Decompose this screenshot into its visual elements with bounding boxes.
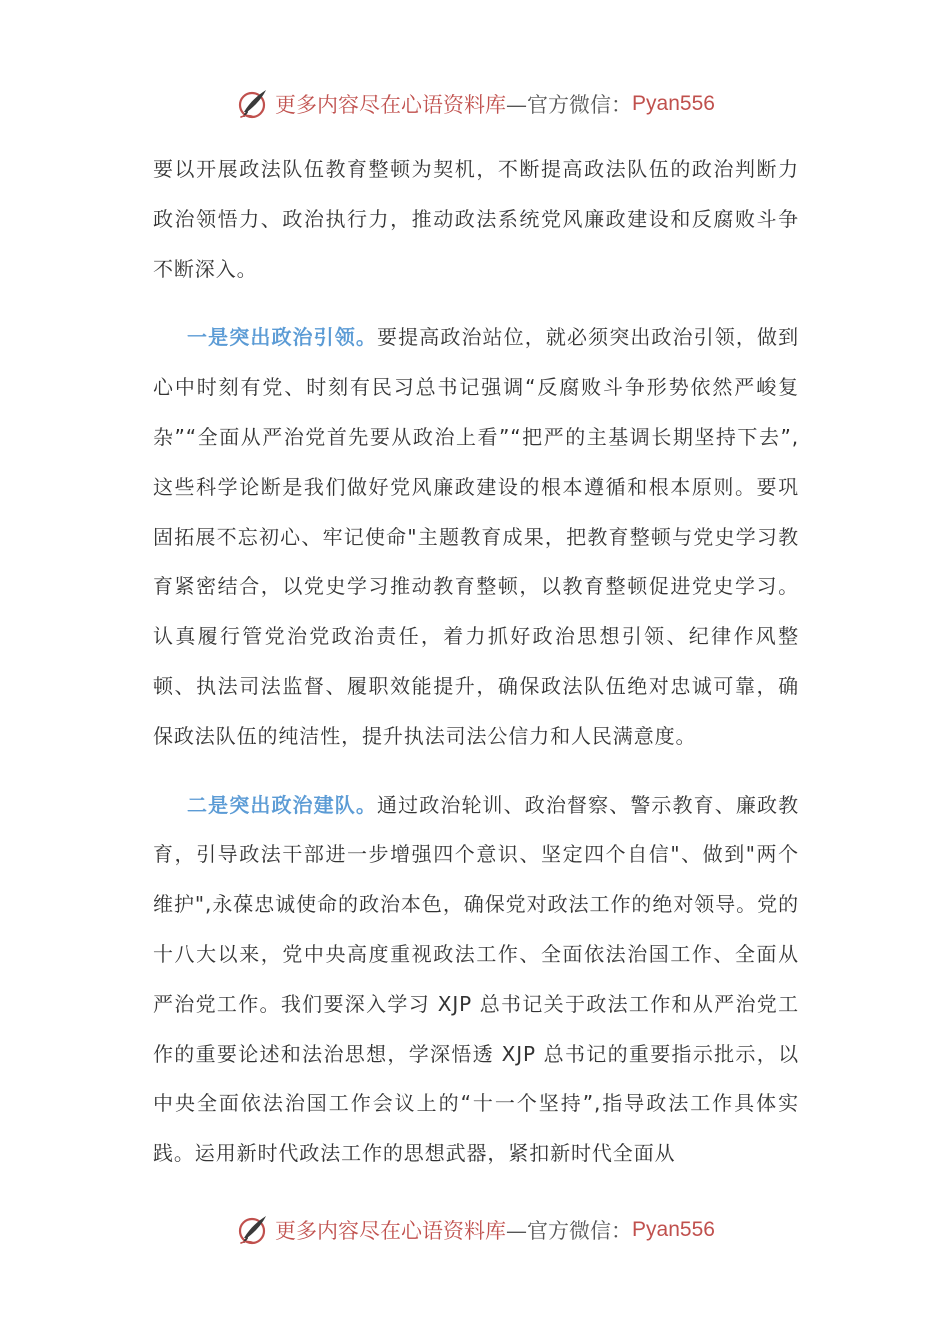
quill-pen-emblem-icon: [235, 86, 271, 122]
banner-wechat-id: Pyan556: [632, 92, 715, 115]
paragraph-gap: [153, 762, 799, 781]
quill-pen-emblem-icon: [235, 1212, 271, 1248]
paragraph-gap: [153, 294, 799, 313]
section-one-paragraph: [153, 313, 799, 761]
footer-banner: [0, 1210, 950, 1250]
header-banner: [0, 84, 950, 124]
section-one-heading: 一是突出政治引领。: [187, 325, 377, 350]
section-two-text: 通过政治轮训、政治督察、警示教育、廉政教育，引导政法干部进一步增强四个意识、坚定四个自信"、做到"两个维护",永葆忠诚使命的政治本色，确保党对政法工作的绝对领导。党的十八大以来，党中央高度重视政法工作、全面依法治国工作、全面从严治党工作。我们要深入学习 XJP 总书记关于政法工作和从严治党工作的重要论述和法治思想，学深悟透 XJP 总书记的重要指示批示，以中央全面依法治国工作会议上的“十一个坚持”,指导政法工作具体实践。运用新时代政法工作的思想武器，紧扣新时代全面从: [153, 792, 799, 1166]
section-two-paragraph: [153, 781, 799, 1179]
document-body: [153, 145, 799, 1179]
banner-brand-text: 更多内容尽在心语资料库: [275, 93, 507, 117]
section-one-text: 要提高政治站位，就必须突出政治引领，做到心中时刻有党、时刻有民习总书记强调“反腐败斗争形势依然严峻复杂”“全面从严治党首先要从政治上看”“把严的主基调长期坚持下去”,这些科学论断是我们做好党风廉政建设的根本遵循和根本原则。要巩固拓展不忘初心、牢记使命"主题教育成果，把教育整顿与党史学习教育紧密结合，以党史学习推动教育整顿，以教育整顿促进党史学习。认真履行管党治党政治责任，着力抓好政治思想引领、纪律作风整顿、执法司法监督、履职效能提升，确保政法队伍绝对忠诚可靠，确保政法队伍的纯洁性，提升执法司法公信力和人民满意度。: [153, 325, 799, 748]
banner-contact-label: —官方微信：: [506, 1219, 633, 1243]
intro-paragraph: 要以开展政法队伍教育整顿为契机，不断提高政法队伍的政治判断力政治领悟力、政治执行力，推动政法系统党风廉政建设和反腐败斗争不断深入。: [153, 157, 799, 281]
banner-contact-label: —官方微信：: [506, 93, 633, 117]
banner-brand-text: 更多内容尽在心语资料库: [275, 1219, 507, 1243]
banner-wechat-id: Pyan556: [632, 1218, 715, 1241]
section-two-heading: 二是突出政治建队。: [187, 792, 377, 817]
